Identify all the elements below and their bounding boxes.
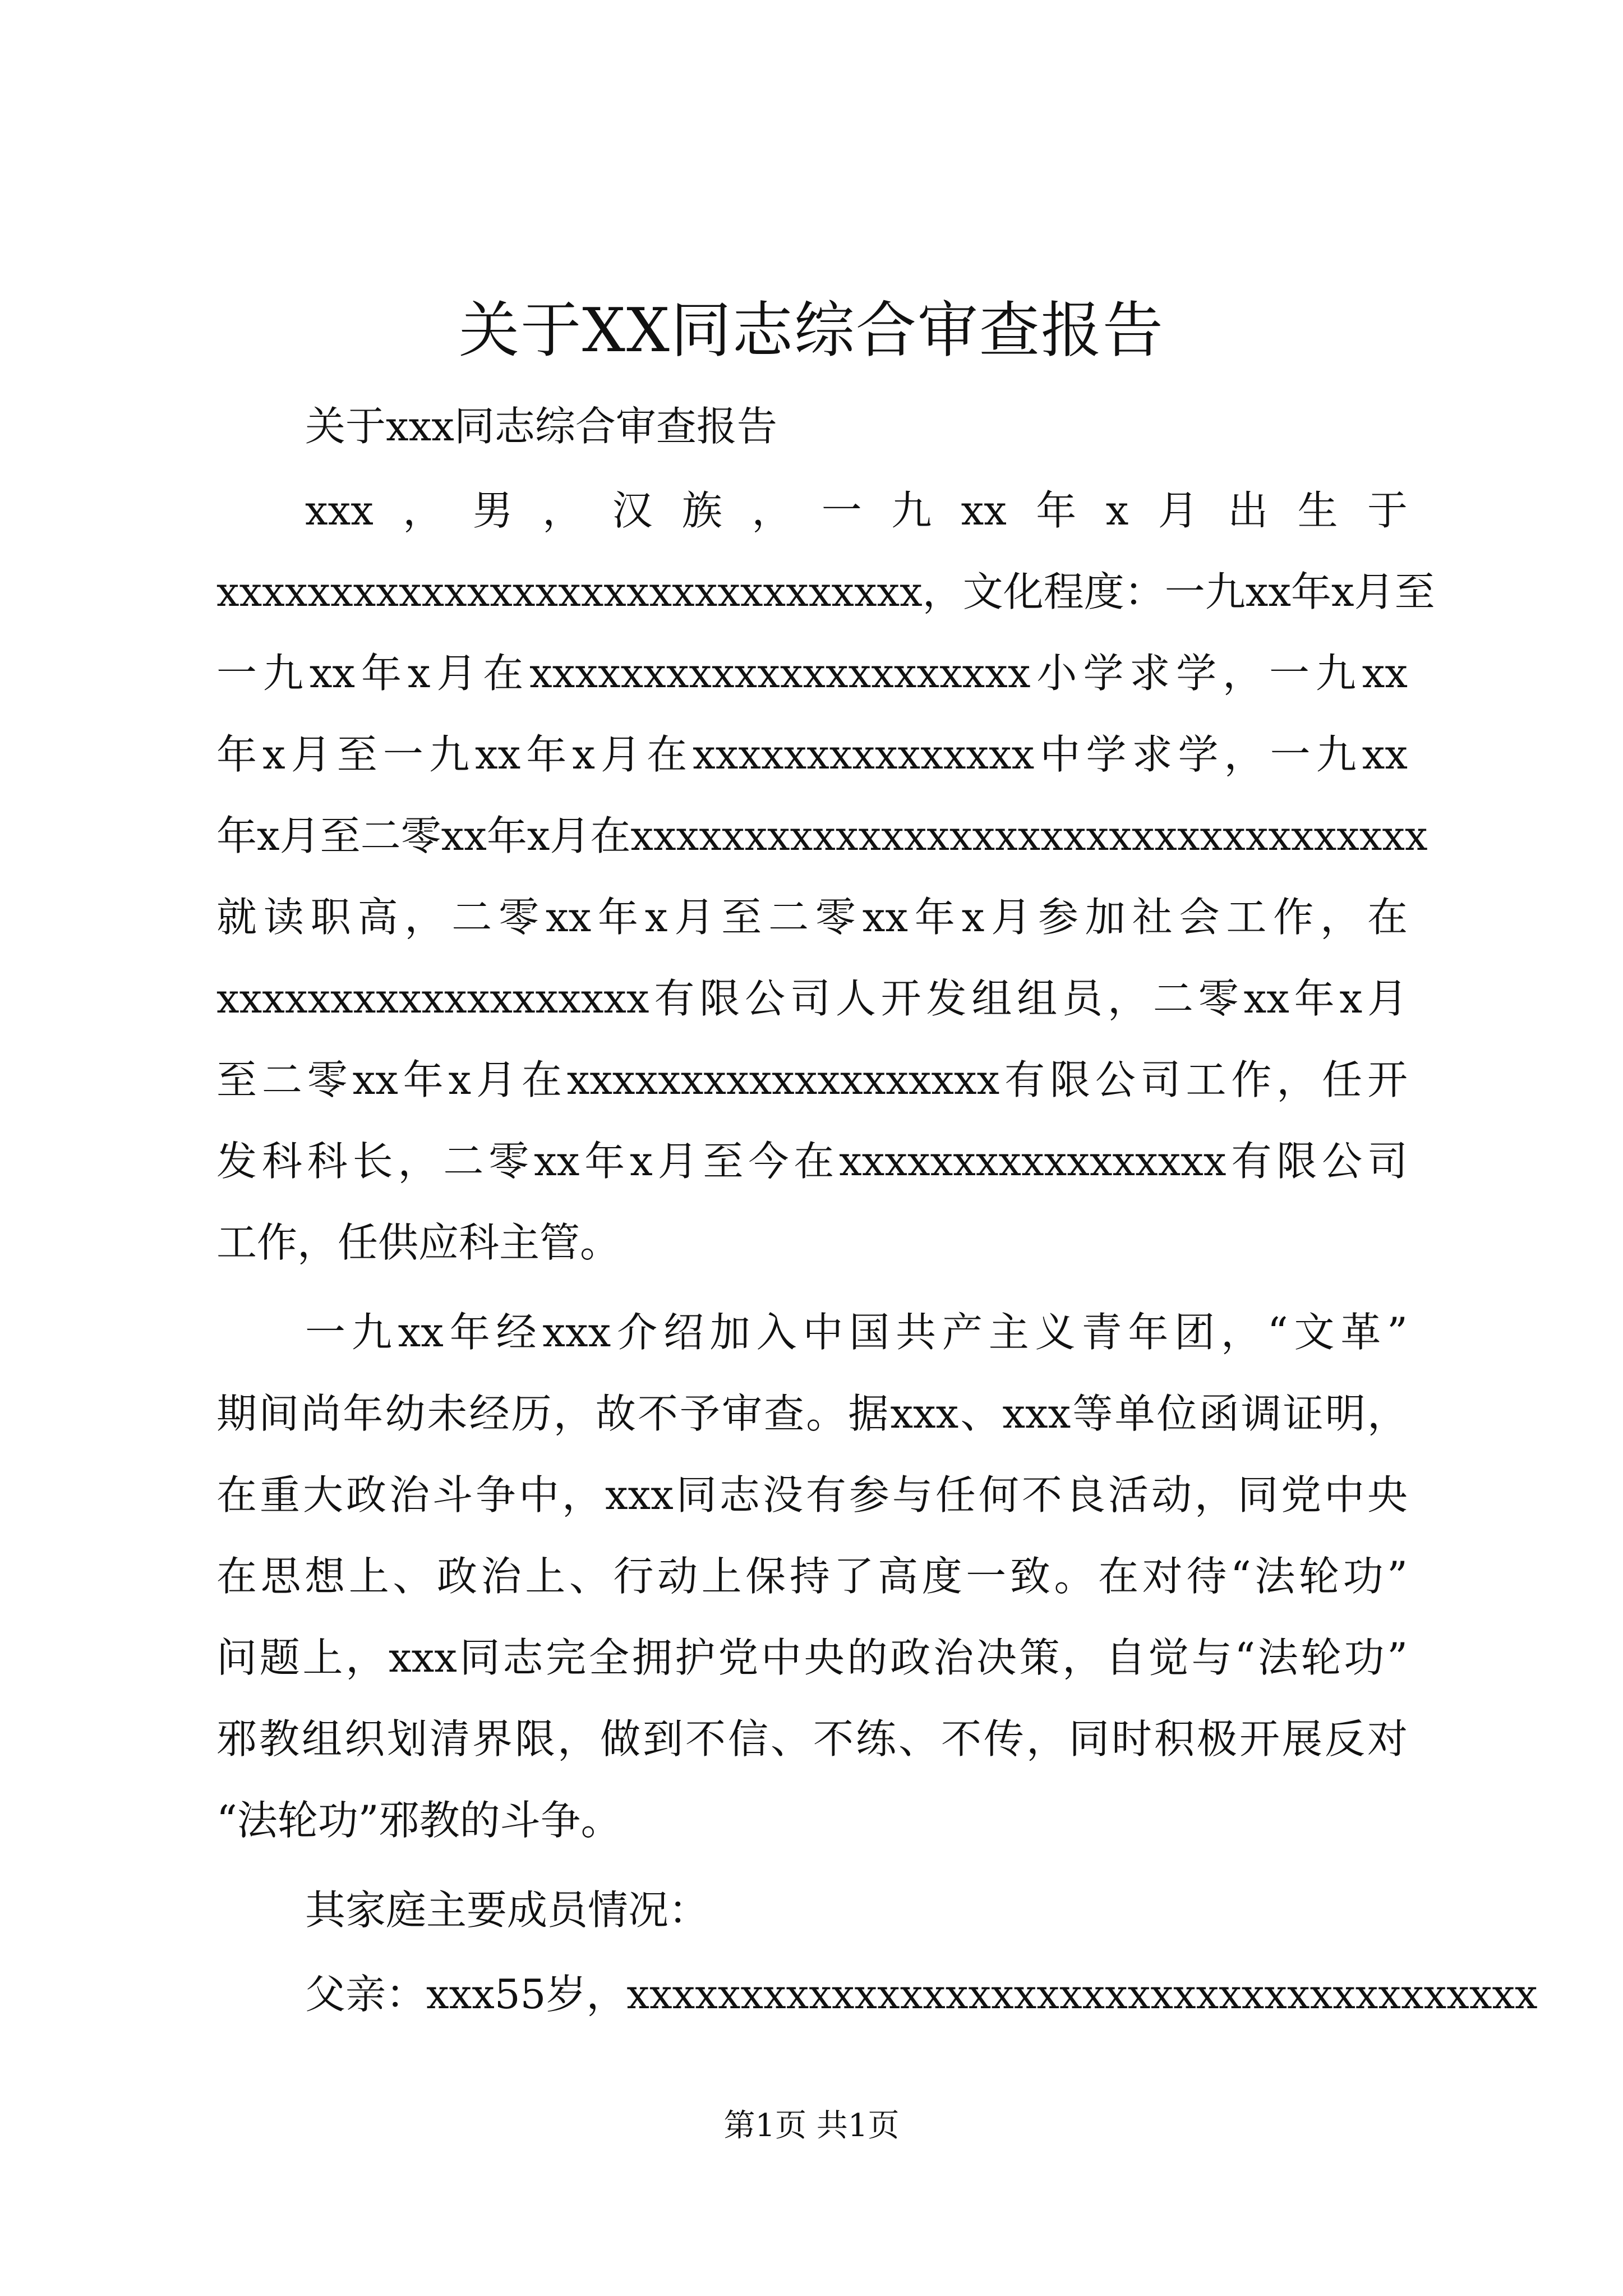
page-number-footer: 第1页 共1页 xyxy=(723,2108,900,2144)
body-line: 问题上，xxx同志完全拥护党中央的政治决策，自觉与“法轮功” xyxy=(216,1634,1408,1681)
body-line: 工作，任供应科主管。 xyxy=(216,1219,621,1266)
body-line: “法轮功”邪教的斗争。 xyxy=(216,1797,621,1844)
body-line: 邪教组织划清界限，做到不信、不练、不传，同时积极开展反对 xyxy=(216,1715,1408,1763)
body-line: 期间尚年幼未经历，故不予审查。据xxx、xxx等单位函调证明， xyxy=(216,1390,1408,1437)
body-line: 年x月至一九xx年x月在xxxxxxxxxxxxxxx中学求学，一九xx xyxy=(216,731,1408,778)
document-title: 关于XX同志综合审查报告 xyxy=(459,296,1164,366)
body-line: 一九xx年经xxx介绍加入中国共产主义青年团，“文革” xyxy=(305,1309,1408,1356)
body-line: 年x月至二零xx年x月在xxxxxxxxxxxxxxxxxxxxxxxxxxxxxxxxxxx xyxy=(216,812,1428,859)
body-line: 其家庭主要成员情况： xyxy=(305,1887,709,1934)
body-line: xxx，男，汉族，一九xx年x月出生于 xyxy=(305,487,1408,534)
body-line: 在重大政治斗争中，xxx同志没有参与任何不良活动，同党中央 xyxy=(216,1471,1408,1519)
body-line: 关于xxx同志综合审查报告 xyxy=(305,403,777,450)
body-line: xxxxxxxxxxxxxxxxxxx有限公司人开发组组员，二零xx年x月 xyxy=(216,975,1408,1022)
body-line: 就读职高，二零xx年x月至二零xx年x月参加社会工作，在 xyxy=(216,894,1408,941)
body-line: 父亲：xxx55岁，xxxxxxxxxxxxxxxxxxxxxxxxxxxxxxxxxxxxxxxx xyxy=(305,1971,1538,2018)
body-line: 发科科长，二零xx年x月至今在xxxxxxxxxxxxxxxxx有限公司 xyxy=(216,1138,1408,1185)
body-line: 一九xx年x月在xxxxxxxxxxxxxxxxxxxxxx小学求学，一九xx xyxy=(216,650,1408,697)
body-line: 在思想上、政治上、行动上保持了高度一致。在对待“法轮功” xyxy=(216,1553,1408,1600)
body-line: xxxxxxxxxxxxxxxxxxxxxxxxxxxxxxx，文化程度：一九xx年x月至 xyxy=(216,568,1435,615)
body-line: 至二零xx年x月在xxxxxxxxxxxxxxxxxxx有限公司工作，任开 xyxy=(216,1056,1408,1103)
